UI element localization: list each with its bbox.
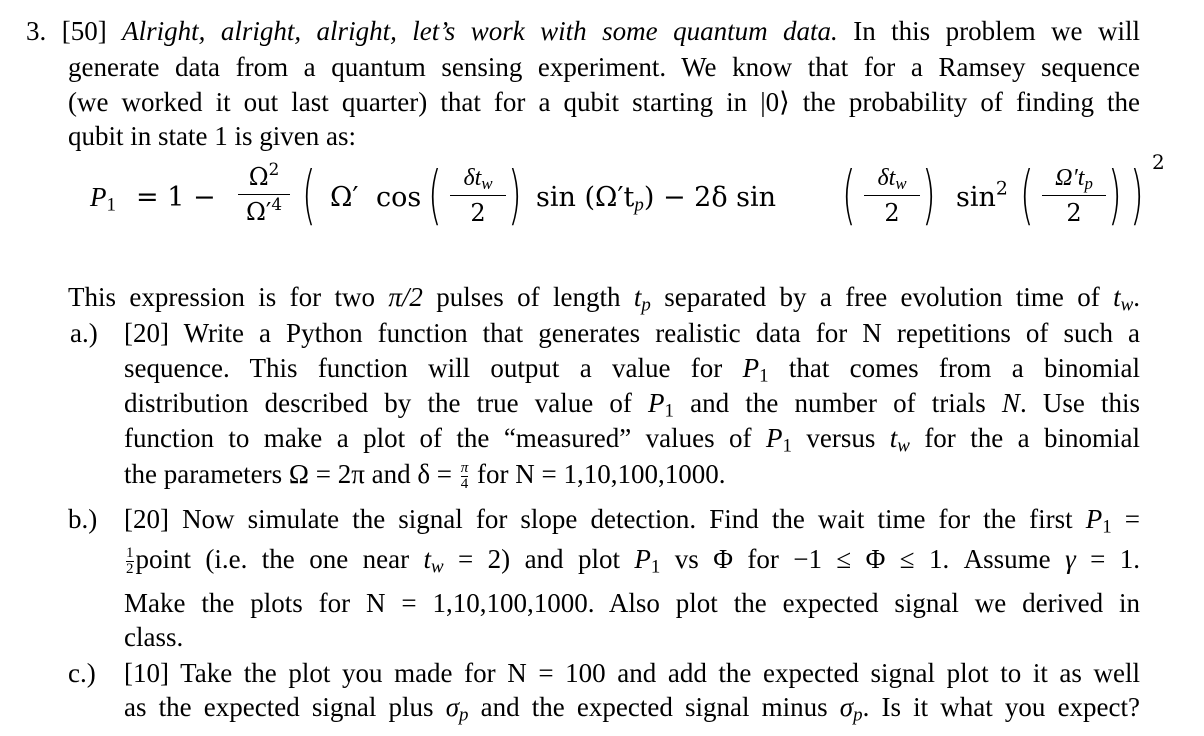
part-b-line-1: [20] Now simulate the signal for slope detection. Find the wait time for the first $P_1$ = [124,504,1140,538]
open-paren-cos: ( [428,159,442,233]
sin2-argument-fraction: $\Omega't_p$ 2 [1042,162,1106,228]
expression-note: This expression is for two π/2 pulses of length $t_p$ separated by a free evolution time of $t_w$. [68,282,1141,316]
problem-points: [50] [61,16,107,46]
intro-line-3: (we worked it out last quarter) that for a qubit starting in |0⟩ the probability of finding the [68,87,1141,117]
ket-zero: |0⟩ [760,87,790,117]
close-paren-outer: ) [1130,159,1144,233]
sin-argument-fraction: $\delta t_w$ 2 [864,162,920,228]
equation-one-minus: = 1 − [136,182,216,213]
part-b-line-2: $\frac{1}{2}point$ (i.e. the one near $t_w = 2$) and plot $P_1$ vs Φ for −1 ≤ Φ ≤ 1. Assume γ = 1. [126,544,1141,578]
intro-line-2: generate data from a quantum sensing experiment. We know that for a Ramsey sequence [68,52,1140,82]
prefactor-fraction: $\Omega^2$ $\Omega'^4$ [238,162,290,227]
part-a-line-5: the parameters Ω = 2π and $\delta = \frac{\pi}{4}$ for N = 1,10,100,1000. [124,459,726,493]
part-a-label: a.) [70,318,98,348]
problem-number: 3. [26,16,47,46]
probability-equation [90,150,1200,242]
open-paren-sin: ( [842,159,856,233]
part-a-line-3: distribution described by the true value of $P_1$ and the number of trials N. Use this [124,388,1141,422]
close-paren-sin2: ) [1108,159,1122,233]
sin-squared: $\sin^2$ [956,177,1008,213]
intro-line-1 [26,14,1140,48]
close-paren-cos: ) [508,159,522,233]
close-paren-sin: ) [922,159,936,233]
open-paren-outer: ( [302,159,316,233]
part-c-label: c.) [68,658,96,688]
equation-lhs: $P_1$ [90,182,116,216]
part-b-line-4: class. [124,622,184,652]
cos-argument-fraction: $\delta t_w$ 2 [450,162,506,228]
pi-over-four-fraction: $\frac{\pi}{4}$ [460,460,469,493]
sin-term: $\sin (\Omega't_p) - 2\delta$ sin [536,182,777,216]
intro-line-4: qubit in state 1 is given as: [68,121,356,151]
part-a-line-2: sequence. This function will output a value for $P_1$ that comes from a binomial [124,353,1141,387]
omega-prime: Ω′ [330,182,359,213]
part-a-line-4: function to make a plot of the “measured” values of $P_1$ versus $t_w$ for the a binomial [124,423,1141,457]
open-paren-sin2: ( [1020,159,1034,233]
intro-line-1-rest: In this problem we will [853,16,1140,46]
part-c-line-2: as the expected signal plus $\sigma_p$ and the expected signal minus $\sigma_p$. Is it what you expect? [124,692,1141,726]
part-a-line-1: [20] Write a Python function that generates realistic data for N repetitions of such a [124,318,1140,348]
problem-title: Alright, alright, alright, let’s work with some quantum data. [122,16,838,46]
outer-exponent: 2 [1152,150,1165,174]
cos-label: cos [376,182,422,213]
part-c-line-1: [10] Take the plot you made for N = 100 and add the expected signal plot to it as well [124,658,1141,688]
part-b-label: b.) [68,504,98,534]
part-b-line-3: Make the plots for N = 1,10,100,1000. Also plot the expected signal we derived in [124,588,1140,618]
one-half-fraction: $\frac{1}{2}$ [126,545,134,578]
